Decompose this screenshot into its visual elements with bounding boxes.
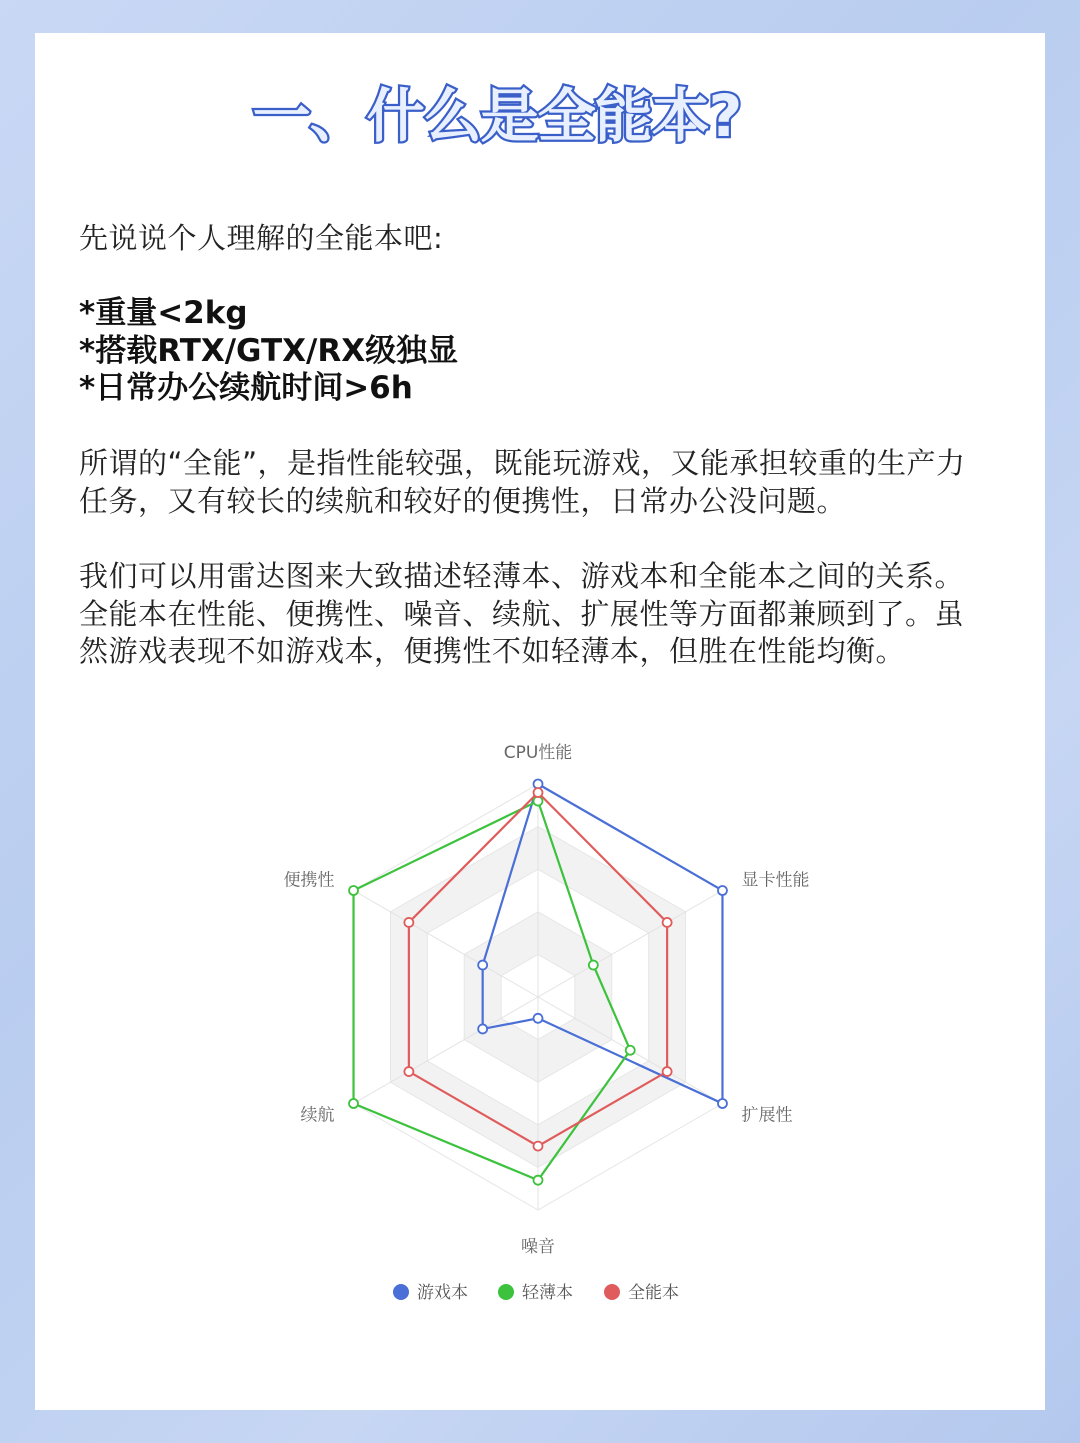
radar-indicator-label: 扩展性 xyxy=(741,1105,793,1126)
paragraph-line: 然游戏表现不如游戏本，便携性不如轻薄本，但胜在性能均衡。 xyxy=(79,634,906,668)
radar-data-point xyxy=(589,961,598,970)
criteria-list xyxy=(79,295,979,408)
radar-chart xyxy=(135,700,955,1360)
radar-indicator-label: 噪音 xyxy=(521,1237,555,1257)
paragraph-line: 任务，又有较长的续航和较好的便携性，日常办公没问题。 xyxy=(79,483,847,518)
criteria-item: *重量<2kg xyxy=(79,295,248,331)
radar-data-point xyxy=(349,886,358,895)
radar-indicator-label: 便携性 xyxy=(283,870,335,891)
radar-indicator-label: 续航 xyxy=(300,1105,335,1126)
legend-label: 游戏本 xyxy=(417,1283,468,1303)
page-title-text: 一、什么是全能本? xyxy=(252,82,742,150)
radar-data-point xyxy=(718,1099,727,1108)
legend-label: 全能本 xyxy=(628,1283,679,1303)
radar-indicator-label: 显卡性能 xyxy=(741,870,810,891)
radar-data-point xyxy=(478,961,487,970)
criteria-item: *日常办公续航时间>6h xyxy=(79,370,413,406)
radar-data-point xyxy=(478,1024,487,1033)
criteria-item: *搭载RTX/GTX/RX级独显 xyxy=(79,332,459,369)
legend-marker xyxy=(604,1284,620,1300)
radar-data-point xyxy=(404,918,413,927)
radar-indicator-label: CPU性能 xyxy=(503,743,573,763)
radar-data-point xyxy=(534,1142,543,1151)
paragraph-line: 全能本在性能、便携性、噪音、续航、扩展性等方面都兼顾到了。虽 xyxy=(79,596,965,631)
radar-chart-svg xyxy=(135,700,955,1360)
legend-marker xyxy=(498,1284,514,1300)
intro-text: 先说说个人理解的全能本吧: xyxy=(79,221,444,255)
radar-data-point xyxy=(626,1046,635,1055)
radar-data-point xyxy=(663,1067,672,1076)
legend-marker xyxy=(393,1284,409,1300)
radar-data-point xyxy=(718,886,727,895)
legend-label: 轻薄本 xyxy=(522,1283,573,1303)
radar-data-point xyxy=(404,1067,413,1076)
radar-data-point xyxy=(663,918,672,927)
radar-data-point xyxy=(534,788,543,797)
radar-data-point xyxy=(349,1099,358,1108)
radar-data-point xyxy=(534,1014,543,1023)
page-title xyxy=(0,80,1080,152)
paragraph-radar-intro xyxy=(79,558,1039,671)
paragraph-definition xyxy=(79,445,1039,520)
paragraph-line: 所谓的“全能”，是指性能较强，既能玩游戏，又能承担较重的生产力 xyxy=(79,446,966,480)
paragraph-line: 我们可以用雷达图来大致描述轻薄本、游戏本和全能本之间的关系。 xyxy=(79,559,965,593)
radar-data-point xyxy=(534,1176,543,1185)
